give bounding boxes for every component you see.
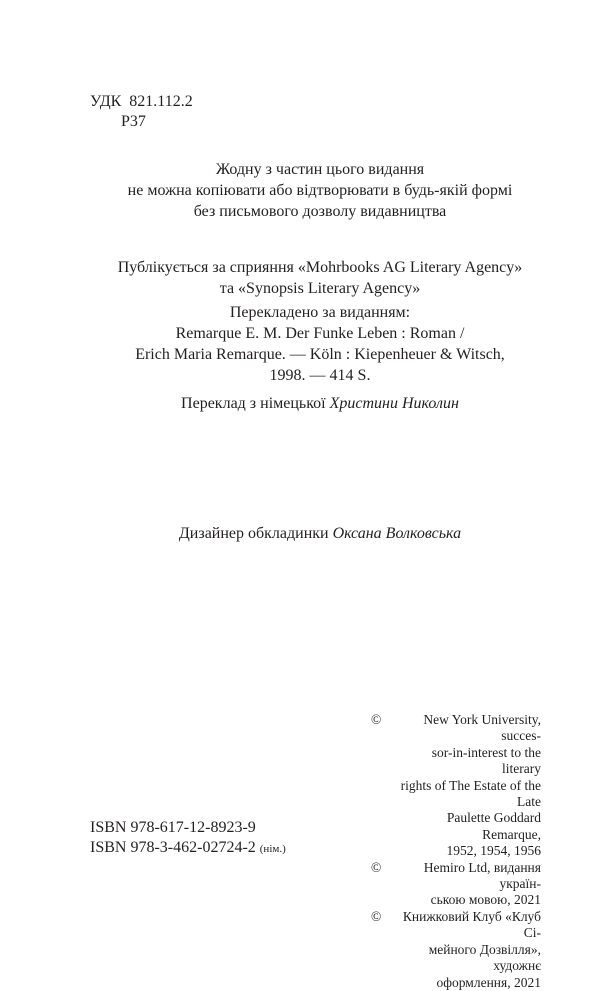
designer-line — [60, 523, 580, 544]
translator-prefix: Переклад з німецької — [181, 395, 330, 412]
notice-line: без письмового дозволу видавництва — [193, 203, 447, 220]
isbn-row — [90, 838, 286, 859]
copyright-symbol: © — [371, 712, 382, 727]
copyright-symbol: © — [371, 908, 382, 924]
isbn-row — [90, 818, 286, 838]
copyright-line: 1952, 1954, 1956 — [446, 843, 541, 859]
isbn-number: ISBN 978-3-462-02724-2 — [90, 839, 260, 856]
isbn-language-note: (нім.) — [259, 843, 286, 855]
translator-name: Христини Николин — [329, 395, 459, 412]
original-edition — [60, 302, 580, 386]
designer-name: Оксана Волковська — [332, 525, 462, 542]
copyright-line: ською мовою, 2021 — [430, 892, 541, 908]
cover-designer-credit — [60, 523, 580, 544]
copyright-line: rights of The Estate of the Late — [400, 777, 541, 810]
publish-line: Публікується за сприяння «Mohrbooks AG Literary Agency» — [117, 259, 523, 276]
isbn-number: ISBN 978-617-12-8923-9 — [90, 819, 256, 836]
copyright-notice — [60, 159, 580, 222]
copyright-line: оформлення, 2021 — [436, 974, 541, 990]
isbn-block — [90, 818, 286, 859]
publish-line: та «Synopsis Literary Agency» — [219, 280, 421, 297]
copyright-symbol: © — [371, 859, 382, 875]
translator-line — [60, 393, 580, 414]
copyright-line: мейного Дозвілля», художнє — [428, 941, 541, 974]
original-edition-line: Перекладено за виданням: — [229, 304, 411, 321]
author-mark: Р37 — [121, 113, 146, 130]
original-edition-line: Erich Maria Remarque. — Köln : Kiepenheuer & Witsch, — [135, 346, 505, 363]
copyright-line: Paulette Goddard Remarque, — [446, 810, 541, 842]
original-edition-line: Remarque E. M. Der Funke Leben : Roman / — [175, 325, 465, 342]
designer-prefix: Дизайнер обкладинки — [178, 525, 333, 542]
publication-agency-note — [60, 257, 580, 299]
copyright-block — [371, 712, 541, 991]
notice-line: Жодну з частин цього видання — [215, 161, 425, 178]
copyright-line: Книжковий Клуб «Клуб Сі- — [402, 908, 541, 941]
copyright-line: Hemiro Ltd, видання україн- — [423, 859, 541, 892]
copyright-line: sor-in-interest to the literary — [431, 744, 541, 777]
copyright-item — [371, 860, 541, 909]
translator-credit — [60, 393, 580, 414]
copyright-item — [371, 712, 541, 860]
notice-line: не можна копіювати або відтворювати в будь-якій формі — [127, 182, 513, 199]
udk-classification — [90, 92, 193, 132]
udk-code: УДК 821.112.2 — [90, 93, 193, 110]
copyright-line: New York University, succes- — [423, 712, 541, 744]
original-edition-line: 1998. — 414 S. — [269, 367, 371, 384]
copyright-item — [371, 909, 541, 991]
